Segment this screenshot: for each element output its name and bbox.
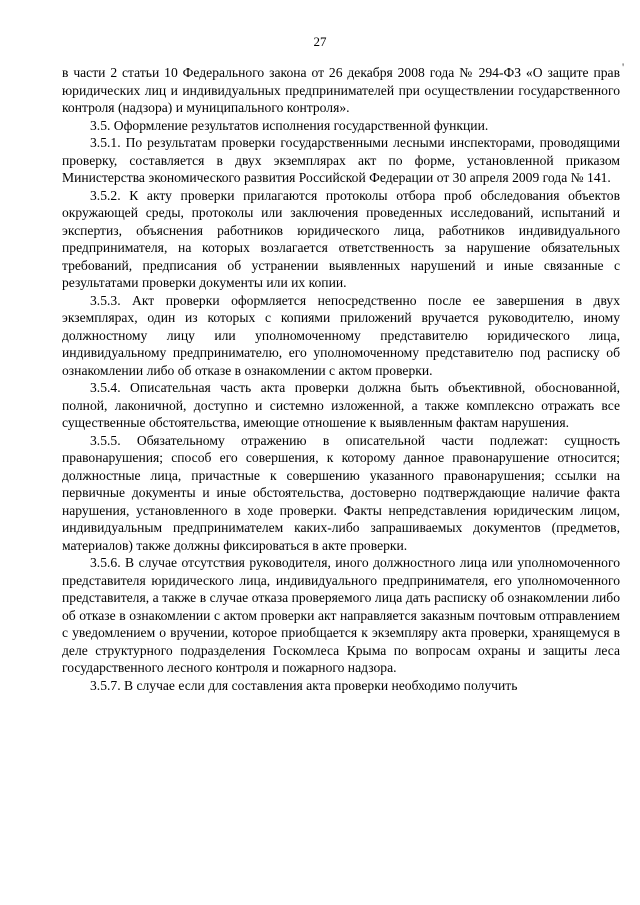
paragraph-3-5-1: 3.5.1. По результатам проверки государственными лесными инспекторами, проводящими проверку, составляется в двух экземплярах акт по форме, установленной приказом Министерства экономического развития Российской Федерации от 30 апреля 2009 года № 141. <box>62 135 620 185</box>
document-body <box>62 64 620 694</box>
paragraph-3-5-3: 3.5.3. Акт проверки оформляется непосредственно после ее завершения в двух экземплярах, один из которых с копиями приложений вручается руководителю, иному должностному лицу или уполномоченному представителю юридического лица, индивидуальному предпринимателю, его уполномоченному представителю под расписку об ознакомлении либо об отказе в ознакомлении с актом проверки. <box>62 292 620 378</box>
paragraph-3-5-2: 3.5.2. К акту проверки прилагаются протоколы отбора проб обследования объектов окружающей среды, протоколы или заключения проведенных исследований, испытаний и экспертиз, объяснения работников юридического лица, работников индивидуального предпринимателя, на которых возлагается ответственность за нарушение обязательных требований, предписания об устранении выявленных нарушений и иные связанные с результатами проверки документы или их копии. <box>62 187 620 290</box>
paragraph-3-5-5: 3.5.5. Обязательному отражению в описательной части подлежат: сущность правонарушения; способ его совершения, к которому данное правонарушение относится; должностные лица, причастные к совершению указанного правонарушения; ссылки на первичные документы и иные обстоятельства, достоверно подтверждающие наличие факта нарушения, установленного в ходе проверки. Факты непредставления юридическим лицом, индивидуальным предпринимателем каких-либо запрашиваемых документов (предметов, материалов) также должны фиксироваться в акте проверки. <box>62 432 620 553</box>
paragraph-3-5-6: 3.5.6. В случае отсутствия руководителя, иного должностного лица или уполномоченного представителя юридического лица, индивидуального предпринимателя, его уполномоченного представителя, а также в случае отказа проверяемого лица дать расписку об ознакомлении либо об отказе в ознакомлении с актом проверки акт направляется заказным почтовым отправлением с уведомлением о вручении, которое приобщается к экземпляру акта проверки, хранящемуся в деле структурного подразделения Госкомлеса Крыма по вопросам охраны и защиты леса государственного лесного контроля и пожарного надзора. <box>62 555 620 675</box>
paragraph-3-5-7: 3.5.7. В случае если для составления акта проверки необходимо получить <box>90 677 518 693</box>
paragraph-law-reference: в части 2 статьи 10 Федерального закона от 26 декабря 2008 года № 294-ФЗ «О защите прав юридических лиц и индивидуальных предпринимателей при осуществлении государственного контроля (надзора) и муниципального контроля». <box>62 65 620 115</box>
paragraph-3-5-4: 3.5.4. Описательная часть акта проверки должна быть объективной, обоснованной, полной, лаконичной, доступно и системно изложенной, а также комплексно отражать все существенные обстоятельства, имеющие отношение к выявленным фактам нарушения. <box>62 380 620 430</box>
page-number: 27 <box>313 34 327 49</box>
section-heading-3-5: 3.5. Оформление результатов исполнения государственной функции. <box>90 117 489 133</box>
stray-mark: ' <box>622 60 625 74</box>
